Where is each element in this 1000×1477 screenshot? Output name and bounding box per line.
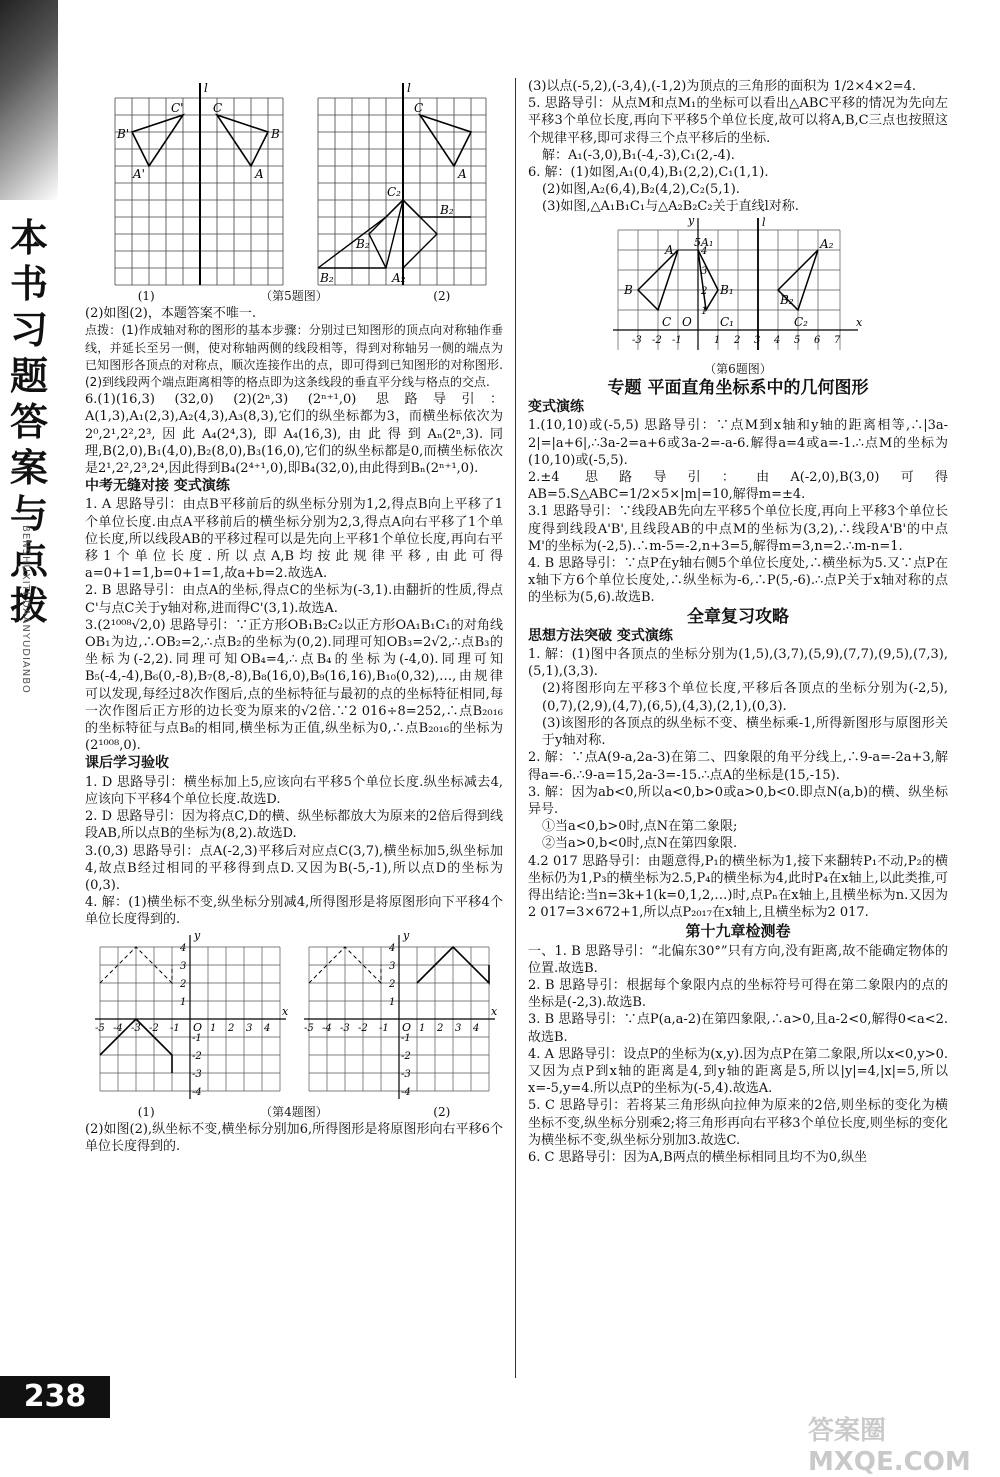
fig4-sub2: (2) — [433, 1104, 451, 1119]
svg-text:x: x — [490, 1004, 497, 1018]
svg-text:2: 2 — [701, 285, 708, 297]
svg-text:y: y — [402, 928, 409, 942]
k4-part2: (2)如图(2),纵坐标不变,横坐标分别加6,所得图形是将原图形向右平移6个单位长度得到的. — [85, 1121, 503, 1154]
svg-text:-1: -1 — [169, 1022, 180, 1034]
topic-title: 专题 平面直角坐标系中的几何图形 — [607, 378, 869, 399]
svg-text:5: 5 — [794, 334, 801, 346]
r5: 5. 思路导引：从点M和点M₁的坐标可以看出△ABC平移的情况为先向左平移3个单位长度,再向下平移5个单位长度,故可以将A,B,C三点也按照这个规律平移,即可求得三个点平移后的坐标. — [528, 96, 948, 146]
s3-2: ①当a<0,b>0时,点N在第二象限; — [542, 819, 738, 835]
k2: 2. D 思路导引：因为将点C,D的横、纵坐标都放大为原来的2倍后得到线段AB,所以点B的坐标为(8,2).故选D. — [85, 809, 503, 842]
fig5 — [85, 78, 503, 288]
svg-text:-1: -1 — [672, 334, 682, 346]
sidebar-pinyin: BENSHUXITI DAANYUDIANBO — [20, 525, 31, 694]
svg-text:4: 4 — [179, 942, 186, 954]
axis-l-label: l — [203, 81, 208, 95]
svg-text:A: A — [457, 167, 467, 181]
svg-text:C: C — [413, 101, 423, 115]
svg-text:-3: -3 — [130, 1022, 141, 1034]
e1: 一、1. B 思路导引：“北偏东30°”只有方向,没有距离,故不能确定物体的位置.故选B. — [528, 943, 948, 976]
svg-text:C₂: C₂ — [386, 185, 401, 199]
t3: 3.1 思路导引：∵线段AB先向左平移5个单位长度,再向上平移3个单位长度得到线段A'B',且线段AB的中点M的坐标为(3,2),∴线段A'B'的中点M'的坐标为(-2,5).∴m-5=-2,n+3=5,解得m=3,n=2.∴m-n=1. — [528, 504, 948, 554]
svg-text:5A₁: 5A₁ — [694, 235, 714, 249]
fig5-sub2: (2) — [433, 289, 451, 303]
svg-text:2: 2 — [436, 1022, 443, 1034]
svg-text:2: 2 — [179, 978, 186, 990]
svg-text:-3: -3 — [400, 1068, 411, 1080]
section-kehou: 课后学习验收 — [85, 755, 169, 772]
r5-solution: 解：A₁(-3,0),B₁(-4,-3),C₁(2,-4). — [542, 147, 735, 163]
svg-text:-4: -4 — [321, 1022, 332, 1034]
svg-text:B: B — [270, 127, 280, 141]
s1-2: (2)将图形向左平移3个单位长度,平移后各顶点的坐标分别为(-2,5),(0,7),(2,9),(4,7),(6,5),(4,3),(2,1),(0,3). — [542, 681, 948, 714]
svg-text:B₂: B₂ — [319, 271, 334, 285]
t4: 4. B 思路导引：∵点P在y轴右侧5个单位长度处,∴横坐标为5.又∵点P在x轴下方6个单位长度处,∴纵坐标为-6,∴P(5,-6).∴点P关于x轴对称的点的坐标为(5,6).故选B. — [528, 556, 948, 606]
svg-text:C₂: C₂ — [794, 314, 808, 329]
z3: 3.(2¹⁰⁰⁸√2,0) 思路导引：∵正方形OB₁B₂C₂以正方形OA₁B₁C₁的对角线OB₁为边,∴OB₂=2,∴点B₂的坐标为(0,2).同理可知OB₃=2√2,∴点B₃的坐标为(-2,2).同理可知OB₄=4,∴点B₄的坐标为(-4,0).同理可知B₅(-4,-4),B₆(0,-8),B₇(8,-8),B₈(16,0),B₉(16,16),B₁₀(0,32),…,由规律可以发现,每经过8次作图后,点的坐标特征与最初的点的坐标特征相同,每一次作图后正方形的边长变为原来的√2倍.∵2 016÷8=252,∴点B₂₀₁₆的坐标特征与点B₈的相同,横坐标为正值,纵坐标为0,∴点B₂₀₁₆的坐标为(2¹⁰⁰⁸,0). — [85, 617, 503, 754]
fig6-caption: （第6题图） — [704, 361, 772, 376]
svg-text:A₂: A₂ — [391, 271, 405, 285]
svg-text:4: 4 — [388, 942, 395, 954]
svg-text:1: 1 — [418, 1022, 425, 1034]
svg-text:1: 1 — [388, 996, 395, 1008]
s2: 2. 解：∵点A(9-a,2a-3)在第二、四象限的角平分线上,∴9-a=-2a+3,解得a=-6.∴9-a=15,2a-3=-15.∴点A的坐标是(15,-15). — [528, 750, 948, 783]
column-divider — [515, 78, 516, 1378]
svg-text:-5: -5 — [303, 1022, 314, 1034]
svg-text:-1: -1 — [400, 1032, 411, 1044]
svg-text:B₂: B₂ — [439, 203, 454, 217]
svg-text:B: B — [624, 282, 633, 297]
s4: 4.2 017 思路导引：由题意得,P₁的横坐标为1,接下来翻转P₁不动,P₂的横坐标仍为1,P₃的横坐标为2.5,P₄的横坐标为4,此时P₄在x轴上,以此类推,可得出结论:当n=3k+1(k=0,1,2,…)时,点Pₙ在x轴上,且横坐标为n.又因为2 017=3×672+1,所以点P₂₀₁₇在x轴上,且横坐标为2 017. — [528, 853, 948, 921]
svg-text:4: 4 — [472, 1022, 479, 1034]
r6-3: (3)如图,△A₁B₁C₁与△A₂B₂C₂关于直线l对称. — [542, 199, 799, 215]
sidebar-decoration — [0, 0, 58, 200]
svg-text:-2: -2 — [357, 1022, 368, 1034]
svg-text:-1: -1 — [191, 1032, 202, 1044]
svg-text:3: 3 — [179, 960, 186, 972]
q5-part2: (2)如图(2)，本题答案不唯一. — [85, 306, 256, 322]
svg-text:1: 1 — [701, 305, 708, 317]
svg-text:-4: -4 — [400, 1086, 411, 1098]
svg-text:-4: -4 — [191, 1086, 202, 1098]
t2: 2.±4 思路导引：由A(-2,0),B(3,0)可得AB=5.S△ABC=1/2×5×|m|=10,解得m=±4. — [528, 470, 948, 503]
svg-text:-3: -3 — [632, 334, 642, 346]
e6: 6. C 思路导引：因为A,B两点的横坐标相同且均不为0,纵坐 — [528, 1149, 868, 1165]
r3: (3)以点(-5,2),(-3,4),(-1,2)为顶点的三角形的面积为 1/2×4×2=4. — [528, 79, 916, 94]
e5: 5. C 思路导引：若将某三角形纵向拉伸为原来的2倍,则坐标的变化为横坐标不变,纵坐标分别乘2;将三角形再向右平移3个单位长度,则坐标的变化为横坐标不变,纵坐标分别加3.故选C. — [528, 1098, 948, 1148]
fig4-caption: （第4题图） — [260, 1104, 328, 1119]
svg-text:-2: -2 — [400, 1050, 411, 1062]
fig4-graph-1 — [90, 929, 290, 1104]
page-number: 238 — [0, 1376, 110, 1418]
z2: 2. B 思路导引：由点A的坐标,得点C的坐标为(-3,1).由翻折的性质,得点C'与点C关于y轴对称,进而得C'(3,1).故选A. — [85, 583, 503, 616]
k1: 1. D 思路导引：横坐标加上5,应该向右平移5个单位长度.纵坐标减去4,应该向下平移4个单位长度.故选D. — [85, 774, 503, 807]
svg-text:B₂: B₂ — [780, 292, 794, 307]
svg-text:C': C' — [170, 101, 183, 115]
svg-text:3: 3 — [754, 334, 761, 346]
svg-text:C: C — [212, 101, 222, 115]
q6: 6.(1)(16,3) (32,0) (2)(2ⁿ,3) (2ⁿ⁺¹,0) 思路导引：A(1,3),A₁(2,3),A₂(4,3),A₃(8,3),它们的纵坐标都为3，而横坐标依次为2⁰,2¹,2²,2³,因此A₄(2⁴,3),即A₄(16,3),由此得到Aₙ(2ⁿ,3).同理,B(2,0),B₁(4,0),B₂(8,0),B₃(16,0),它们的纵坐标都是0,而横坐标依次是2¹,2²,2³,2⁴,因此得到B₄(2⁴⁺¹,0),即B₄(32,0),由此得到Bₙ(2ⁿ⁺¹,0). — [85, 392, 503, 477]
svg-text:x: x — [281, 1004, 288, 1018]
svg-text:A: A — [254, 167, 264, 181]
svg-text:l: l — [762, 215, 766, 229]
svg-text:A': A' — [132, 167, 145, 181]
s1-1: 1. 解：(1)图中各顶点的坐标分别为(1,5),(3,7),(5,9),(7,7),(9,5),(7,3),(5,1),(3,3). — [528, 647, 948, 680]
svg-text:7: 7 — [834, 334, 841, 346]
svg-text:4: 4 — [263, 1022, 270, 1034]
test-title: 第十九章检测卷 — [685, 922, 791, 941]
k3: 3.(0,3) 思路导引：点A(-2,3)平移后对应点C(3,7),横坐标加5,纵坐标加4,故点B经过相同的平移得到点D.又因为B(-5,-1),所以点D的坐标为(0,3). — [85, 843, 503, 893]
svg-text:4: 4 — [701, 245, 708, 257]
svg-text:2: 2 — [227, 1022, 234, 1034]
svg-text:C: C — [662, 314, 672, 329]
svg-text:3: 3 — [245, 1022, 252, 1034]
section-sixiang: 思想方法突破 变式演练 — [528, 627, 673, 644]
watermark: 答案圈 MXQE.COM — [808, 1416, 971, 1477]
svg-text:2: 2 — [734, 334, 741, 346]
r6-1: 6. 解：(1)如图,A₁(0,4),B₁(2,2),C₁(1,1). — [528, 165, 769, 181]
e3: 3. B 思路导引：∵点P(a,a-2)在第四象限,∴a>0,且a-2<0,解得0<a<2.故选B. — [528, 1012, 948, 1045]
svg-text:1: 1 — [179, 996, 186, 1008]
k4: 4. 解：(1)横坐标不变,纵坐标分别减4,所得图形是将原图形向下平移4个单位长度得到的. — [85, 895, 503, 928]
right-column — [528, 78, 948, 1166]
fig5-grid-2 — [304, 78, 494, 288]
svg-text:-1: -1 — [378, 1022, 389, 1034]
q5-tip: 点拨：(1)作成轴对称的图形的基本步骤：分别过已知图形的顶点向对称轴作垂线，并延长至另一侧，使对称轴两侧的线段相等，得到对称轴另一侧的端点为已知图形各顶点的对称点，顺次连接作出的点，即可得到已知图形的对称图形.(2)到线段两个端点距离相等的格点即为这条线段的垂直平分线与格点的交点. — [85, 323, 503, 390]
svg-text:3: 3 — [388, 960, 395, 972]
svg-text:C₁: C₁ — [720, 314, 734, 329]
svg-text:B₂: B₂ — [355, 237, 370, 251]
s3-3: ②当a>0,b<0时,点N在第四象限. — [542, 836, 738, 852]
r6-2: (2)如图,A₂(6,4),B₂(4,2),C₂(5,1). — [542, 182, 740, 198]
fig5-grid-1 — [95, 78, 285, 288]
svg-text:A: A — [665, 242, 674, 257]
svg-text:-2: -2 — [191, 1050, 202, 1062]
svg-text:l: l — [406, 81, 411, 95]
svg-text:-5: -5 — [94, 1022, 105, 1034]
svg-text:-2: -2 — [148, 1022, 159, 1034]
section-zhongkao: 中考无缝对接 变式演练 — [85, 478, 230, 495]
sidebar-title: 本 书 习 题 答 案 与 点 拨 — [9, 216, 48, 628]
e4: 4. A 思路导引：设点P的坐标为(x,y).因为点P在第二象限,所以x<0,y>0.又因为点P到x轴的距离是4,到y轴的距离是5,所以|y|=4,|x|=5,所以x=-5,y=4.所以点P的坐标为(-5,4).故选A. — [528, 1046, 948, 1097]
fig4-sub1: (1) — [137, 1104, 155, 1119]
svg-text:3: 3 — [454, 1022, 461, 1034]
svg-text:B': B' — [116, 127, 129, 141]
svg-text:6: 6 — [814, 334, 821, 346]
fig6-graph — [608, 216, 868, 356]
svg-text:2: 2 — [388, 978, 395, 990]
z1: 1. A 思路导引：由点B平移前后的纵坐标分别为1,2,得点B向上平移了1个单位长度.由点A平移前后的横坐标分别为2,3,得点A向右平移了1个单位长度,所以线段AB的平移过程可以是先向上平移1个单位长度,再向右平移1个单位长度.所以点A,B均按此规律平移,由此可得a=0+1=1,b=0+1=1,故a+b=2.故选A. — [85, 497, 503, 582]
svg-text:y: y — [193, 928, 200, 942]
svg-text:x: x — [856, 315, 863, 329]
left-column — [85, 78, 503, 1155]
svg-text:-4: -4 — [112, 1022, 123, 1034]
svg-text:3: 3 — [701, 265, 708, 277]
section-bianshi: 变式演练 — [528, 399, 584, 416]
svg-text:O: O — [192, 1020, 202, 1034]
svg-text:1: 1 — [714, 334, 721, 346]
t1: 1.(10,10)或(-5,5) 思路导引：∵点M到x轴和y轴的距离相等,∴|3a-2|=|a+6|,∴3a-2=a+6或3a-2=-a-6.解得a=4或a=-1.∴点M的坐标为(10,10)或(-5,5). — [528, 418, 948, 468]
fig6 — [528, 216, 948, 378]
svg-text:A₂: A₂ — [820, 236, 834, 251]
fig5-caption: （第5题图） — [260, 289, 328, 303]
svg-text:O: O — [401, 1020, 411, 1034]
s3-1: 3. 解：因为ab<0,所以a<0,b>0或a>0,b<0.即点N(a,b)的横、纵坐标异号. — [528, 784, 948, 817]
svg-text:O: O — [682, 314, 692, 329]
svg-text:-2: -2 — [652, 334, 662, 346]
fig4 — [85, 929, 503, 1104]
svg-text:-3: -3 — [191, 1068, 202, 1080]
fig4-graph-2 — [299, 929, 499, 1104]
svg-text:-3: -3 — [339, 1022, 350, 1034]
chapter-title: 全章复习攻略 — [687, 606, 789, 627]
svg-text:y: y — [688, 215, 695, 227]
e2: 2. B 思路导引：根据每个象限内点的坐标符号可得在第二象限内的点的坐标是(-2,3).故选B. — [528, 977, 948, 1011]
svg-text:B₁: B₁ — [720, 282, 734, 297]
s1-3: (3)该图形的各顶点的纵坐标不变、横坐标乘-1,所得新图形与原图形关于y轴对称. — [542, 715, 948, 749]
svg-text:1: 1 — [209, 1022, 216, 1034]
fig5-sub1: (1) — [137, 289, 155, 303]
svg-text:4: 4 — [774, 334, 781, 346]
sidebar — [0, 0, 60, 1456]
